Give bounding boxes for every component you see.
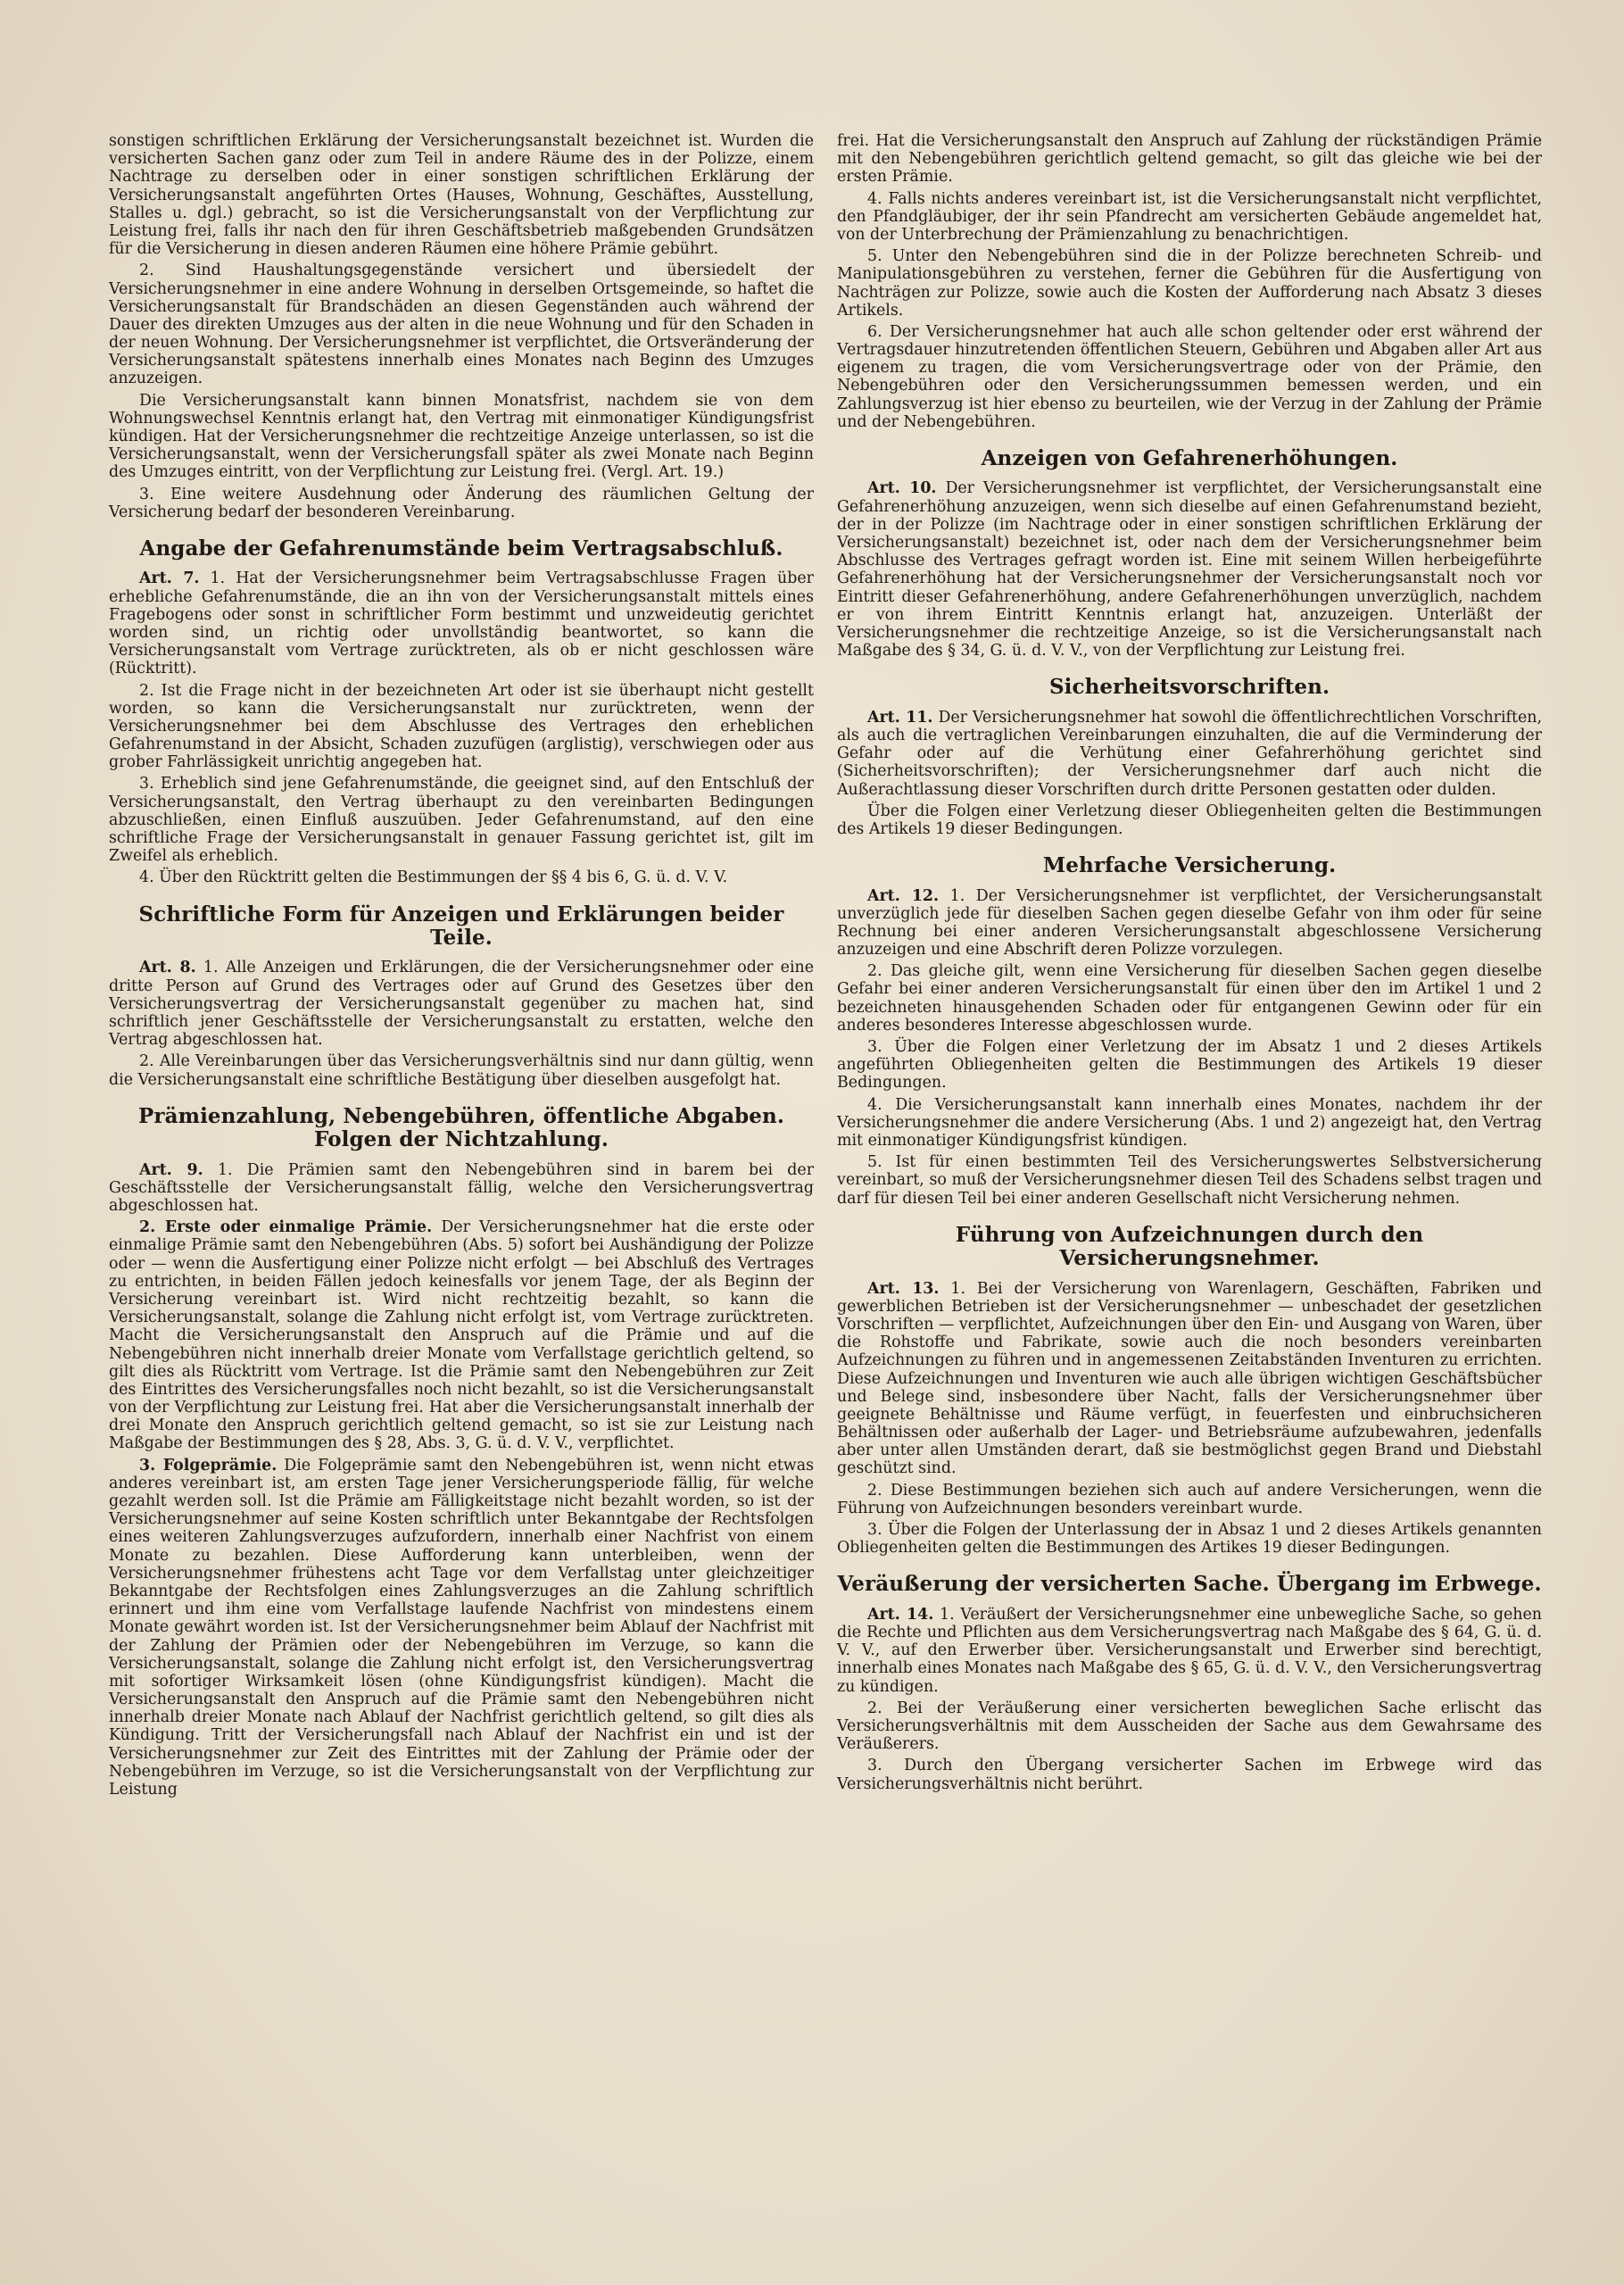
paragraph: 4. Über den Rücktritt gelten die Bestimmungen der §§ 4 bis 6, G. ü. d. V. V. [139, 868, 728, 887]
paragraph-text: Der Versicherungsnehmer ist verpflichtet, der Versicherungsanstalt eine Gefahrenerhöhung anzuzeigen, wenn sich dieselbe auf einen Gefahrenumstand bezieht, der in der Polizze (im Nachtrage oder in einer sonstigen schriftlichen Erklärung der Versicherungsanstalt) bezeichnet ist, oder nach dem der Versicherungsnehmer beim Abschlusse des Vertrages gefragt worden ist. Eine mit seinem Willen herbeigeführte Gefahrenerhöhung hat der Versicherungsnehmer der Versicherungsanstalt noch vor Eintritt dieser Gefahrenerhöhung, andere Gefahrenerhöhungen unverzüglich, nachdem er von ihrem Eintritt Kenntnis erlangt hat, anzuzeigen. Unterläßt der Versicherungsnehmer die rechtzeitige Anzeige, so ist die Versicherungsanstalt nach Maßgabe des § 34, G. ü. d. V. V., von der Verpflichtung zur Leistung frei. [837, 479, 1542, 661]
paragraph: 2. Diese Bestimmungen beziehen sich auch auf andere Versicherungen, wenn die Führung von Aufzeichnungen besonders vereinbart wurde. [837, 1481, 1542, 1517]
article-label: Art. 14. [867, 1605, 934, 1624]
paragraph-text: Die Folgeprämie samt den Nebengebühren ist, wenn nicht etwas anderes vereinbart ist, am ersten Tage jener Versicherungsperiode fällig, für welche gezahlt werden soll. Ist die Prämie am Fälligkeitstage nicht bezahlt worden, so ist der Versicherungsnehmer auf seine Kosten schriftlich unter Bekanntgabe der Rechtsfolgen eines weiteren Zahlungsverzuges aufzufordern, innerhalb einer Nachfrist von einem Monate zu bezahlen. Diese Aufforderung kann unterbleiben, wenn der Versicherungsnehmer frühestens acht Tage vor dem Verfallstag unter gleichzeitiger Bekanntgabe der Rechtsfolgen eines Zahlungsverzuges an die Zahlung schriftlich erinnert und ihm eine vom Verfallstage laufende Nachfrist von mindestens einem Monate gewährt worden ist. Ist der Versicherungsnehmer beim Ablauf der Nachfrist mit der Zahlung der Prämien oder der Nebengebühren im Verzuge, so kann die Versicherungsanstalt, solange die Zahlung nicht erfolgt ist, den Versicherungsvertrag mit sofortiger Wirksamkeit lösen (ohne Kündigungsfrist kündigen). Macht die Versicherungsanstalt den Anspruch auf die Prämie samt den Nebengebühren nicht innerhalb dreier Monate nach Ablauf der Nachfrist gerichtlich geltend, so gilt dies als Kündigung. Tritt der Versicherungsfall nach Ablauf der Nachfrist ein und ist der Versicherungsnehmer zur Zeit des Eintrittes mit der Zahlung der Prämie oder der Nebengebühren im Verzuge, so ist die Versicherungsanstalt von der Verpflichtung zur Leistung [109, 1456, 814, 1799]
paragraph: 4. Die Versicherungsanstalt kann innerhalb eines Monates, nachdem ihr der Versicherungsnehmer die andere Versicherung (Abs. 1 und 2) angezeigt hat, den Vertrag mit einmonatiger Kündigungsfrist kündigen. [837, 1095, 1542, 1150]
section-heading-art11: Sicherheitsvorschriften. [1048, 675, 1330, 700]
section-heading-art8: Schriftliche Form für Anzeigen und Erklärungen beider Teile. [138, 902, 784, 950]
paragraph: 2. Bei der Veräußerung einer versicherten beweglichen Sache erlischt das Versicherungsverhältnis mit dem Ausscheiden der Sache aus dem Gewahrsame des Veräußerers. [837, 1699, 1542, 1754]
section-heading-art13: Führung von Aufzeichnungen durch den Versicherungsnehmer. [955, 1222, 1424, 1271]
paragraph: 6. Der Versicherungsnehmer hat auch alle schon geltender oder erst während der Vertragsdauer hinzutretenden öffentlichen Steuern, Gebühren und Abgaben aller Art aus eigenem zu tragen, die vom Versicherungsvertrage oder von der Prämie, den Nebengebühren oder den Versicherungssummen bemessen werden, und ein Zahlungsverzug ist hier ebenso zu beurteilen, wie der Verzug in der Zahlung der Prämie und der Nebengebühren. [837, 322, 1542, 431]
paragraph: 2. Das gleiche gilt, wenn eine Versicherung für dieselben Sachen gegen dieselbe Gefahr bei einer anderen Versicherungsanstalt für einen über den im Artikel 1 und 2 bezeichneten hinausgehenden Schaden oder für entgangenen Gewinn oder für ein anderes besonderes Interesse abgeschlossen wurde. [837, 962, 1542, 1034]
paragraph-text: 1. Veräußert der Versicherungsnehmer eine unbewegliche Sache, so gehen die Rechte und Pflichten aus dem Versicherungsvertrag nach Maßgabe des § 64, G. ü. d. V. V., auf den Erwerber über. Versicherungsanstalt und Erwerber sind berechtigt, innerhalb eines Monates nach Maßgabe des § 65, G. ü. d. V. V., den Versicherungsvertrag zu kündigen. [837, 1605, 1542, 1696]
paragraph-text: 1. Alle Anzeigen und Erklärungen, die der Versicherungsnehmer oder eine dritte Person auf Grund des Vertrages oder auf Grund des Gesetzes über den Versicherungsvertrag der Versicherungsanstalt gegenüber zu machen hat, sind schriftlich jener Geschäftsstelle der Versicherungsanstalt zu erstatten, welche den Vertrag abgeschlossen hat. [109, 959, 815, 1050]
paragraph: 4. Falls nichts anderes vereinbart ist, ist die Versicherungsanstalt nicht verpflichtet, den Pfandgläubiger, der ihr sein Pfandrecht am versicherten Gebäude angemeldet hat, von der Unterbrechung der Prämienzahlung zu benachrichtigen. [837, 189, 1542, 244]
paragraph: sonstigen schriftlichen Erklärung der Versicherungsanstalt bezeichnet ist. Wurden die versicherten Sachen ganz oder zum Teil in andere Räume des in der Polizze, einem Nachtrage zu derselben oder in einer sonstigen schriftlichen Erklärung der Versicherungsanstalt angeführten Ortes (Hauses, Wohnung, Geschäftes, Ausstellung, Stalles u. dgl.) gebracht, so ist die Versicherungsanstalt von der Verpflichtung zur Leistung frei, falls ihr nach den für ihren Geschäftsbetrieb maßgebenden Grundsätzen für die Versicherung in diesen anderen Räumen eine höhere Prämie gebührt. [109, 132, 814, 259]
paragraph [109, 959, 814, 1049]
paragraph: 2. Alle Vereinbarungen über das Versicherungsverhältnis sind nur dann gültig, wenn die Versicherungsanstalt eine schriftliche Bestätigung über dieselben ausgefolgt hat. [109, 1052, 814, 1089]
article-label: Art. 13. [867, 1279, 940, 1298]
paragraph [837, 1280, 1542, 1478]
article-label: Art. 8. [139, 959, 196, 977]
paragraph [109, 1457, 814, 1799]
paragraph: Die Versicherungsanstalt kann binnen Monatsfrist, nachdem sie von dem Wohnungswechsel Kenntnis erlangt hat, den Vertrag mit einmonatiger Kündigungsfrist kündigen. Hat der Versicherungsnehmer die rechtzeitige Anzeige unterlassen, so ist die Versicherungsanstalt, wenn der Versicherungsfall später als zwei Monate nach Beginn des Umzuges eintritt, von der Verpflichtung zur Leistung frei. (Vergl. Art. 19.) [109, 391, 814, 482]
paragraph [109, 1161, 814, 1216]
paragraph [109, 1218, 814, 1452]
section-heading-art7: Angabe der Gefahrenumstände beim Vertragsabschluß. [139, 536, 783, 561]
paragraph: 3. Über die Folgen der Unterlassung der in Absaz 1 und 2 dieses Artikels genannten Obliegenheiten gelten die Bestimmungen des Artikes 19 dieser Bedingungen. [837, 1521, 1542, 1558]
left-column [109, 132, 814, 1802]
article-label: Art. 7. [139, 569, 200, 588]
paragraph [837, 709, 1542, 799]
section-heading-art14: Veräußerung der versicherten Sache. Übergang im Erbwege. [837, 1572, 1542, 1597]
right-column [837, 132, 1542, 1797]
paragraph-text: Der Versicherungsnehmer hat die erste oder einmalige Prämie samt den Nebengebühren (Abs. 5) sofort bei Aushändigung der Polizze oder — wenn die Ausfertigung einer Polizze nicht erfolgt — bei Abschluß des Vertrages zu entrichten, in beiden Fällen jedoch keinesfalls vor jenem Tage, der als Beginn der Versicherung vereinbart ist. Wird nicht rechtzeitig bezahlt, so kann die Versicherungsanstalt, solange die Zahlung nicht erfolgt ist, vom Vertrage zurücktreten. Macht die Versicherungsanstalt den Anspruch auf die Prämie und auf die Nebengebühren nicht innerhalb dreier Monate vom Verfallstage gerichtlich geltend, so gilt dies als Rücktritt vom Vertrage. Ist die Prämie samt den Nebengebühren zur Zeit des Eintrittes des Versicherungsfalles noch nicht bezahlt, so ist die Versicherungsanstalt von der Verpflichtung zur Leistung frei. Hat aber die Versicherungsanstalt innerhalb der drei Monate den Anspruch gerichtlich geltend gemacht, so ist sie zur Leistung nach Maßgabe der Bestimmungen des § 28, Abs. 3, G. ü. d. V. V., verpflichtet. [109, 1218, 815, 1453]
article-label: Art. 12. [867, 886, 940, 905]
paragraph [837, 887, 1542, 960]
paragraph: 3. Durch den Übergang versicherter Sachen im Erbwege wird das Versicherungsverhältnis nicht berührt. [837, 1757, 1542, 1793]
paragraph: Über die Folgen einer Verletzung dieser Obliegenheiten gelten die Bestimmungen des Artikels 19 dieser Bedingungen. [837, 802, 1542, 838]
paragraph: 2. Ist die Frage nicht in der bezeichneten Art oder ist sie überhaupt nicht gestellt worden, so kann die Versicherungsanstalt nur zurücktreten, wenn der Versicherungsnehmer bei dem Abschlusse des Vertrages den erheblichen Gefahrenumstand in der Absicht, Schaden zuzufügen (arglistig), verschwiegen oder aus grober Fahrlässigkeit unrichtig angegeben hat. [109, 681, 814, 772]
section-heading-art12: Mehrfache Versicherung. [1042, 853, 1337, 878]
paragraph: 3. Über die Folgen einer Verletzung der im Absatz 1 und 2 dieses Artikels angeführten Obliegenheiten gelten die Bestimmungen des Artikels 19 dieser Bedingungen. [837, 1038, 1542, 1093]
section-heading-art10: Anzeigen von Gefahrenerhöhungen. [981, 446, 1398, 470]
paragraph: frei. Hat die Versicherungsanstalt den Anspruch auf Zahlung der rückständigen Prämie mit den Nebengebühren gerichtlich geltend gemacht, so gilt das gleiche wie bei der ersten Prämie. [837, 132, 1542, 187]
subsection-label: 3. Folgeprämie. [139, 1456, 278, 1475]
paragraph [837, 479, 1542, 660]
paragraph [837, 1606, 1542, 1696]
paragraph-text: Der Versicherungsnehmer hat sowohl die öffentlichrechtlichen Vorschriften, als auch die vertraglichen Vereinbarungen einzuhalten, die auf die Verminderung der Gefahr oder auf die Verhütung einer Gefahrerhöhung gerichtet sind (Sicherheitsvorschriften); der Versicherungsnehmer darf auch nicht die Außerachtlassung dieser Vorschriften durch dritte Personen gestatten oder dulden. [837, 708, 1542, 799]
article-label: Art. 9. [139, 1160, 203, 1179]
paragraph: 2. Sind Haushaltungsgegenstände versichert und übersiedelt der Versicherungsnehmer in eine andere Wohnung in derselben Ortsgemeinde, so haftet die Versicherungsanstalt für Brandschäden an diesen Gegenständen auch während der Dauer des direkten Umzuges aus der alten in die neue Wohnung und für den Schaden in der neuen Wohnung. Der Versicherungsnehmer ist verpflichtet, die Ortsveränderung der Versicherungsanstalt spätestens innerhalb eines Monates nach Beginn des Umzuges anzuzeigen. [109, 262, 814, 388]
paragraph-text: 1. Hat der Versicherungsnehmer beim Vertragsabschlusse Fragen über erhebliche Gefahrenumstände, die an ihn von der Versicherungsanstalt mittels eines Fragebogens oder sonst in schriftlicher Form bestimmt und unzweideutig gerichtet worden sind, un richtig oder unvollständig beantwortet, so kann die Versicherungsanstalt vom Vertrage zurücktreten, als ob er nicht geschlossen wäre (Rücktritt). [109, 569, 814, 678]
article-label: Art. 11. [867, 708, 933, 727]
paragraph-text: 1. Der Versicherungsnehmer ist verpflichtet, der Versicherungsanstalt unverzüglich jede für dieselben Sachen gegen dieselbe Gefahr von ihm oder für seine Rechnung bei einer anderen Versicherungsanstalt abgeschlossene Versicherung anzuzeigen und eine Abschrift deren Polizze vorzulegen. [837, 886, 1542, 960]
subsection-label: 2. Erste oder einmalige Prämie. [139, 1218, 433, 1237]
paragraph: 3. Eine weitere Ausdehnung oder Änderung des räumlichen Geltung der Versicherung bedarf der besonderen Vereinbarung. [109, 485, 814, 521]
paragraph: 5. Unter den Nebengebühren sind die in der Polizze berechneten Schreib- und Manipulationsgebühren zu verstehen, ferner die Gebühren für die Ausfertigung von Nachträgen zur Polizze, sowie auch die Kosten der Aufforderung nach Absatz 3 dieses Artikels. [837, 247, 1542, 320]
paragraph: 5. Ist für einen bestimmten Teil des Versicherungswertes Selbstversicherung vereinbart, so muß der Versicherungsnehmer diesen Teil des Schadens selbst tragen und darf für diesen Teil bei einer anderen Gesellschaft nicht Versicherung nehmen. [837, 1153, 1542, 1208]
paragraph [109, 569, 814, 677]
section-heading-art9: Prämienzahlung, Nebengebühren, öffentliche Abgaben. Folgen der Nichtzahlung. [138, 1103, 784, 1152]
paragraph-text: 1. Die Prämien samt den Nebengebühren sind in barem bei der Geschäftsstelle der Versicherungsanstalt fällig, welche den Versicherungsvertrag abgeschlossen hat. [109, 1160, 815, 1215]
paragraph-text: 1. Bei der Versicherung von Warenlagern, Geschäften, Fabriken und gewerblichen Betrieben ist der Versicherungsnehmer — unbeschadet der gesetzlichen Vorschriften — verpflichtet, Aufzeichnungen über den Ein- und Ausgang von Waren, über die Rohstoffe und Fabrikate, sowie auch die noch besonders vereinbarten Aufzeichnungen zu führen und in angemessenen Zeitabständen Inventuren zu errichten. Diese Aufzeichnungen und Inventuren wie auch alle übrigen wichtigen Geschäftsbücher und Belege sind, insbesondere über Nacht, falls der Versicherungsnehmer über geeignete Behältnisse und Räume verfügt, in feuerfesten und einbruchsicheren Behältnissen oder außerhalb der Lager- und Betriebsräume aufzubewahren, jedenfalls aber unter allen Umständen derart, daß sie bestmöglichst gegen Brand und Diebstahl geschützt sind. [837, 1279, 1542, 1478]
paragraph: 3. Erheblich sind jene Gefahrenumstände, die geeignet sind, auf den Entschluß der Versicherungsanstalt, den Vertrag überhaupt zu den vereinbarten Bedingungen abzuschließen, einen Einfluß auszuüben. Jeder Gefahrenumstand, auf den eine schriftliche Frage der Versicherungsanstalt in genauer Fassung gerichtet ist, gilt im Zweifel als erheblich. [109, 775, 814, 866]
article-label: Art. 10. [867, 479, 937, 498]
